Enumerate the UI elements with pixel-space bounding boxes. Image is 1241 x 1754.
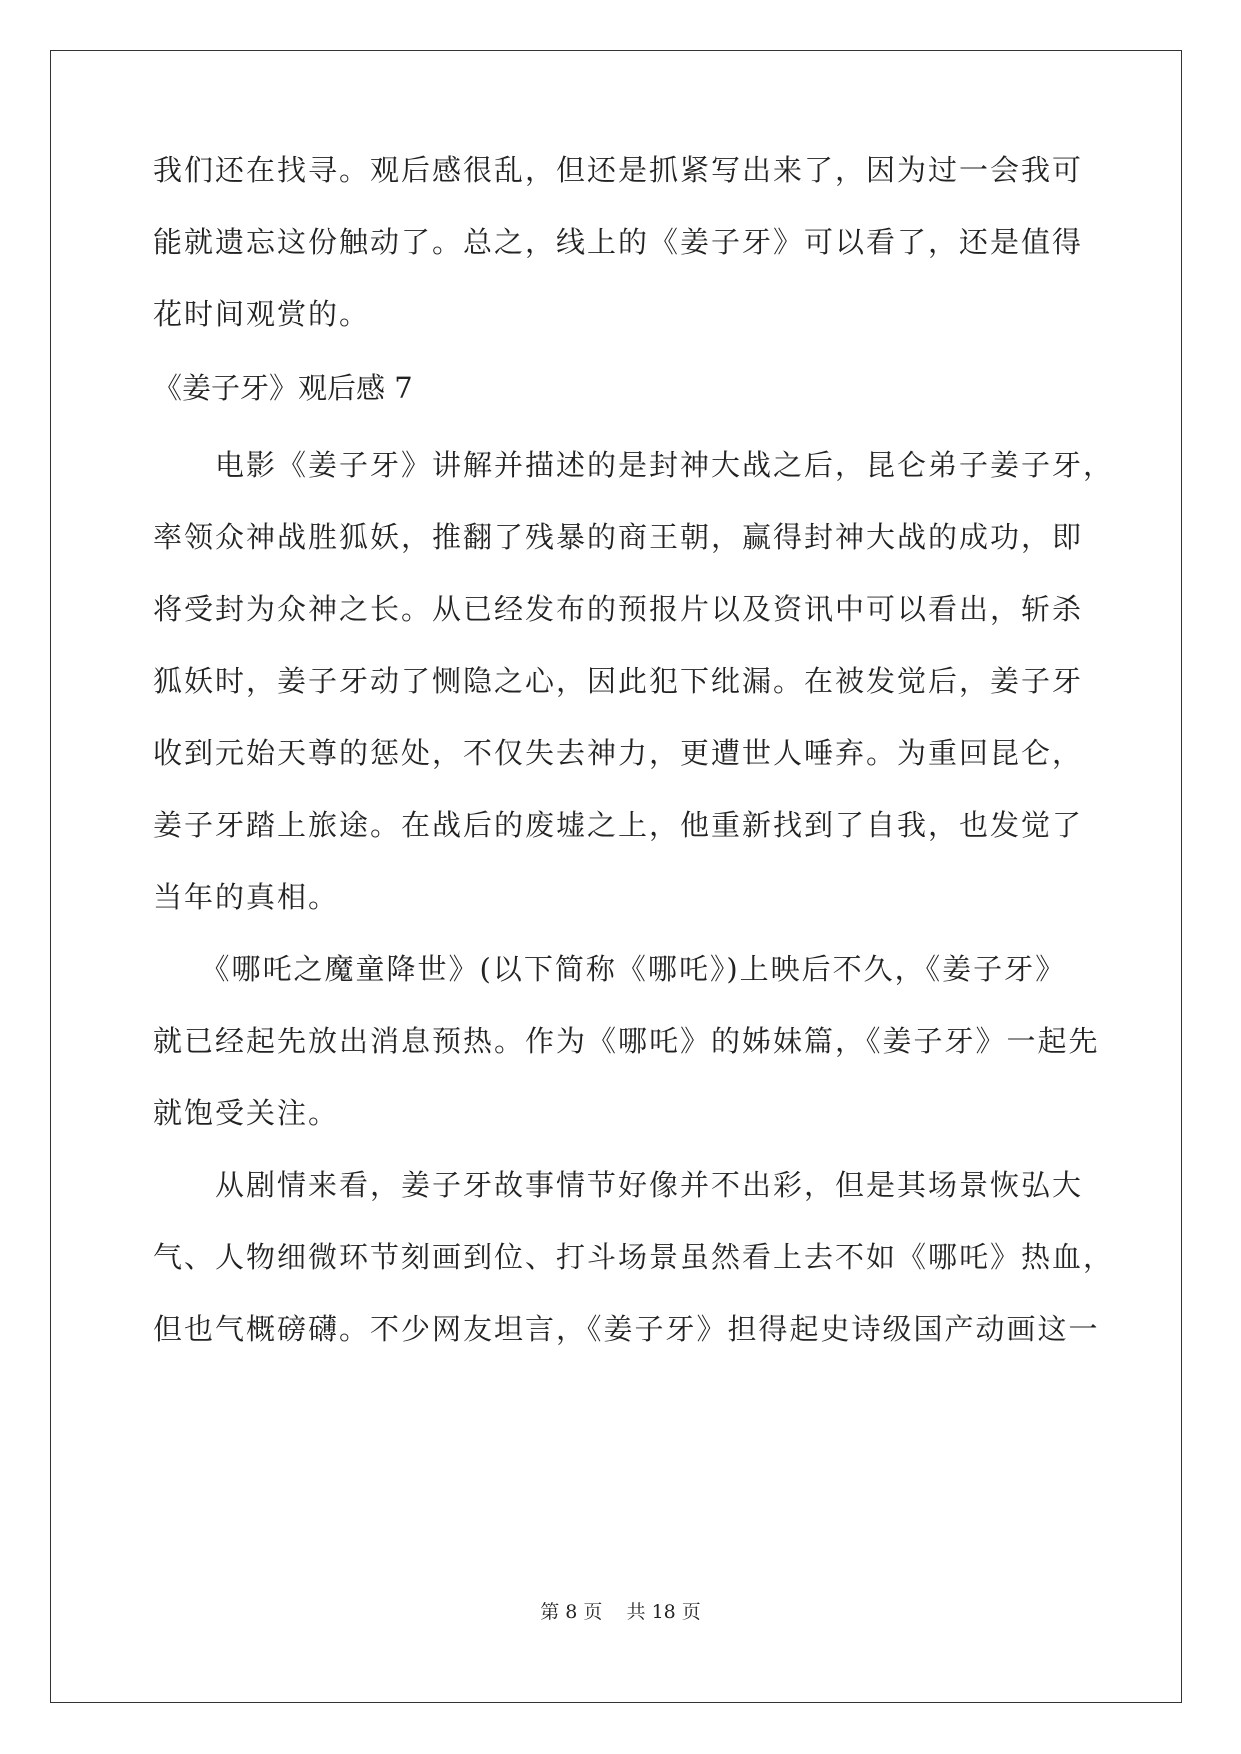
text-line: 电影《姜子牙》讲解并描述的是封神大战之后，昆仑弟子姜子牙， — [153, 448, 1115, 482]
text-line: 从剧情来看，姜子牙故事情节好像并不出彩，但是其场景恢弘大 — [153, 1168, 1084, 1202]
text-line: 将受封为众神之长。从已经发布的预报片以及资讯中可以看出，斩杀 — [153, 592, 1084, 626]
text-line: 《哪吒之魔童降世》(以下简称《哪吒》)上映后不久，《姜子牙》 — [153, 952, 1067, 986]
section-heading: 《姜子牙》观后感 7 — [153, 371, 413, 405]
text-line: 就饱受关注。 — [153, 1096, 340, 1130]
text-line: 就已经起先放出消息预热。作为《哪吒》的姊妹篇，《姜子牙》一起先 — [153, 1024, 1100, 1058]
text-line: 能就遗忘这份触动了。总之，线上的《姜子牙》可以看了，还是值得 — [153, 225, 1084, 259]
text-line: 但也气概磅礴。不少网友坦言，《姜子牙》担得起史诗级国产动画这一 — [153, 1312, 1100, 1346]
text-line: 花时间观赏的。 — [153, 297, 371, 331]
text-line: 当年的真相。 — [153, 880, 340, 914]
text-line: 气、人物细微环节刻画到位、打斗场景虽然看上去不如《哪吒》热血， — [153, 1240, 1115, 1274]
text-line: 我们还在找寻。观后感很乱，但还是抓紧写出来了，因为过一会我可 — [153, 153, 1084, 187]
text-line: 率领众神战胜狐妖，推翻了残暴的商王朝，赢得封神大战的成功，即 — [153, 520, 1084, 554]
page-number-footer: 第 8 页 共 18 页 — [540, 1601, 701, 1623]
text-line: 狐妖时，姜子牙动了恻隐之心，因此犯下纰漏。在被发觉后，姜子牙 — [153, 664, 1084, 698]
text-line: 收到元始天尊的惩处，不仅失去神力，更遭世人唾弃。为重回昆仑， — [153, 736, 1084, 770]
text-line: 姜子牙踏上旅途。在战后的废墟之上，他重新找到了自我，也发觉了 — [153, 808, 1084, 842]
